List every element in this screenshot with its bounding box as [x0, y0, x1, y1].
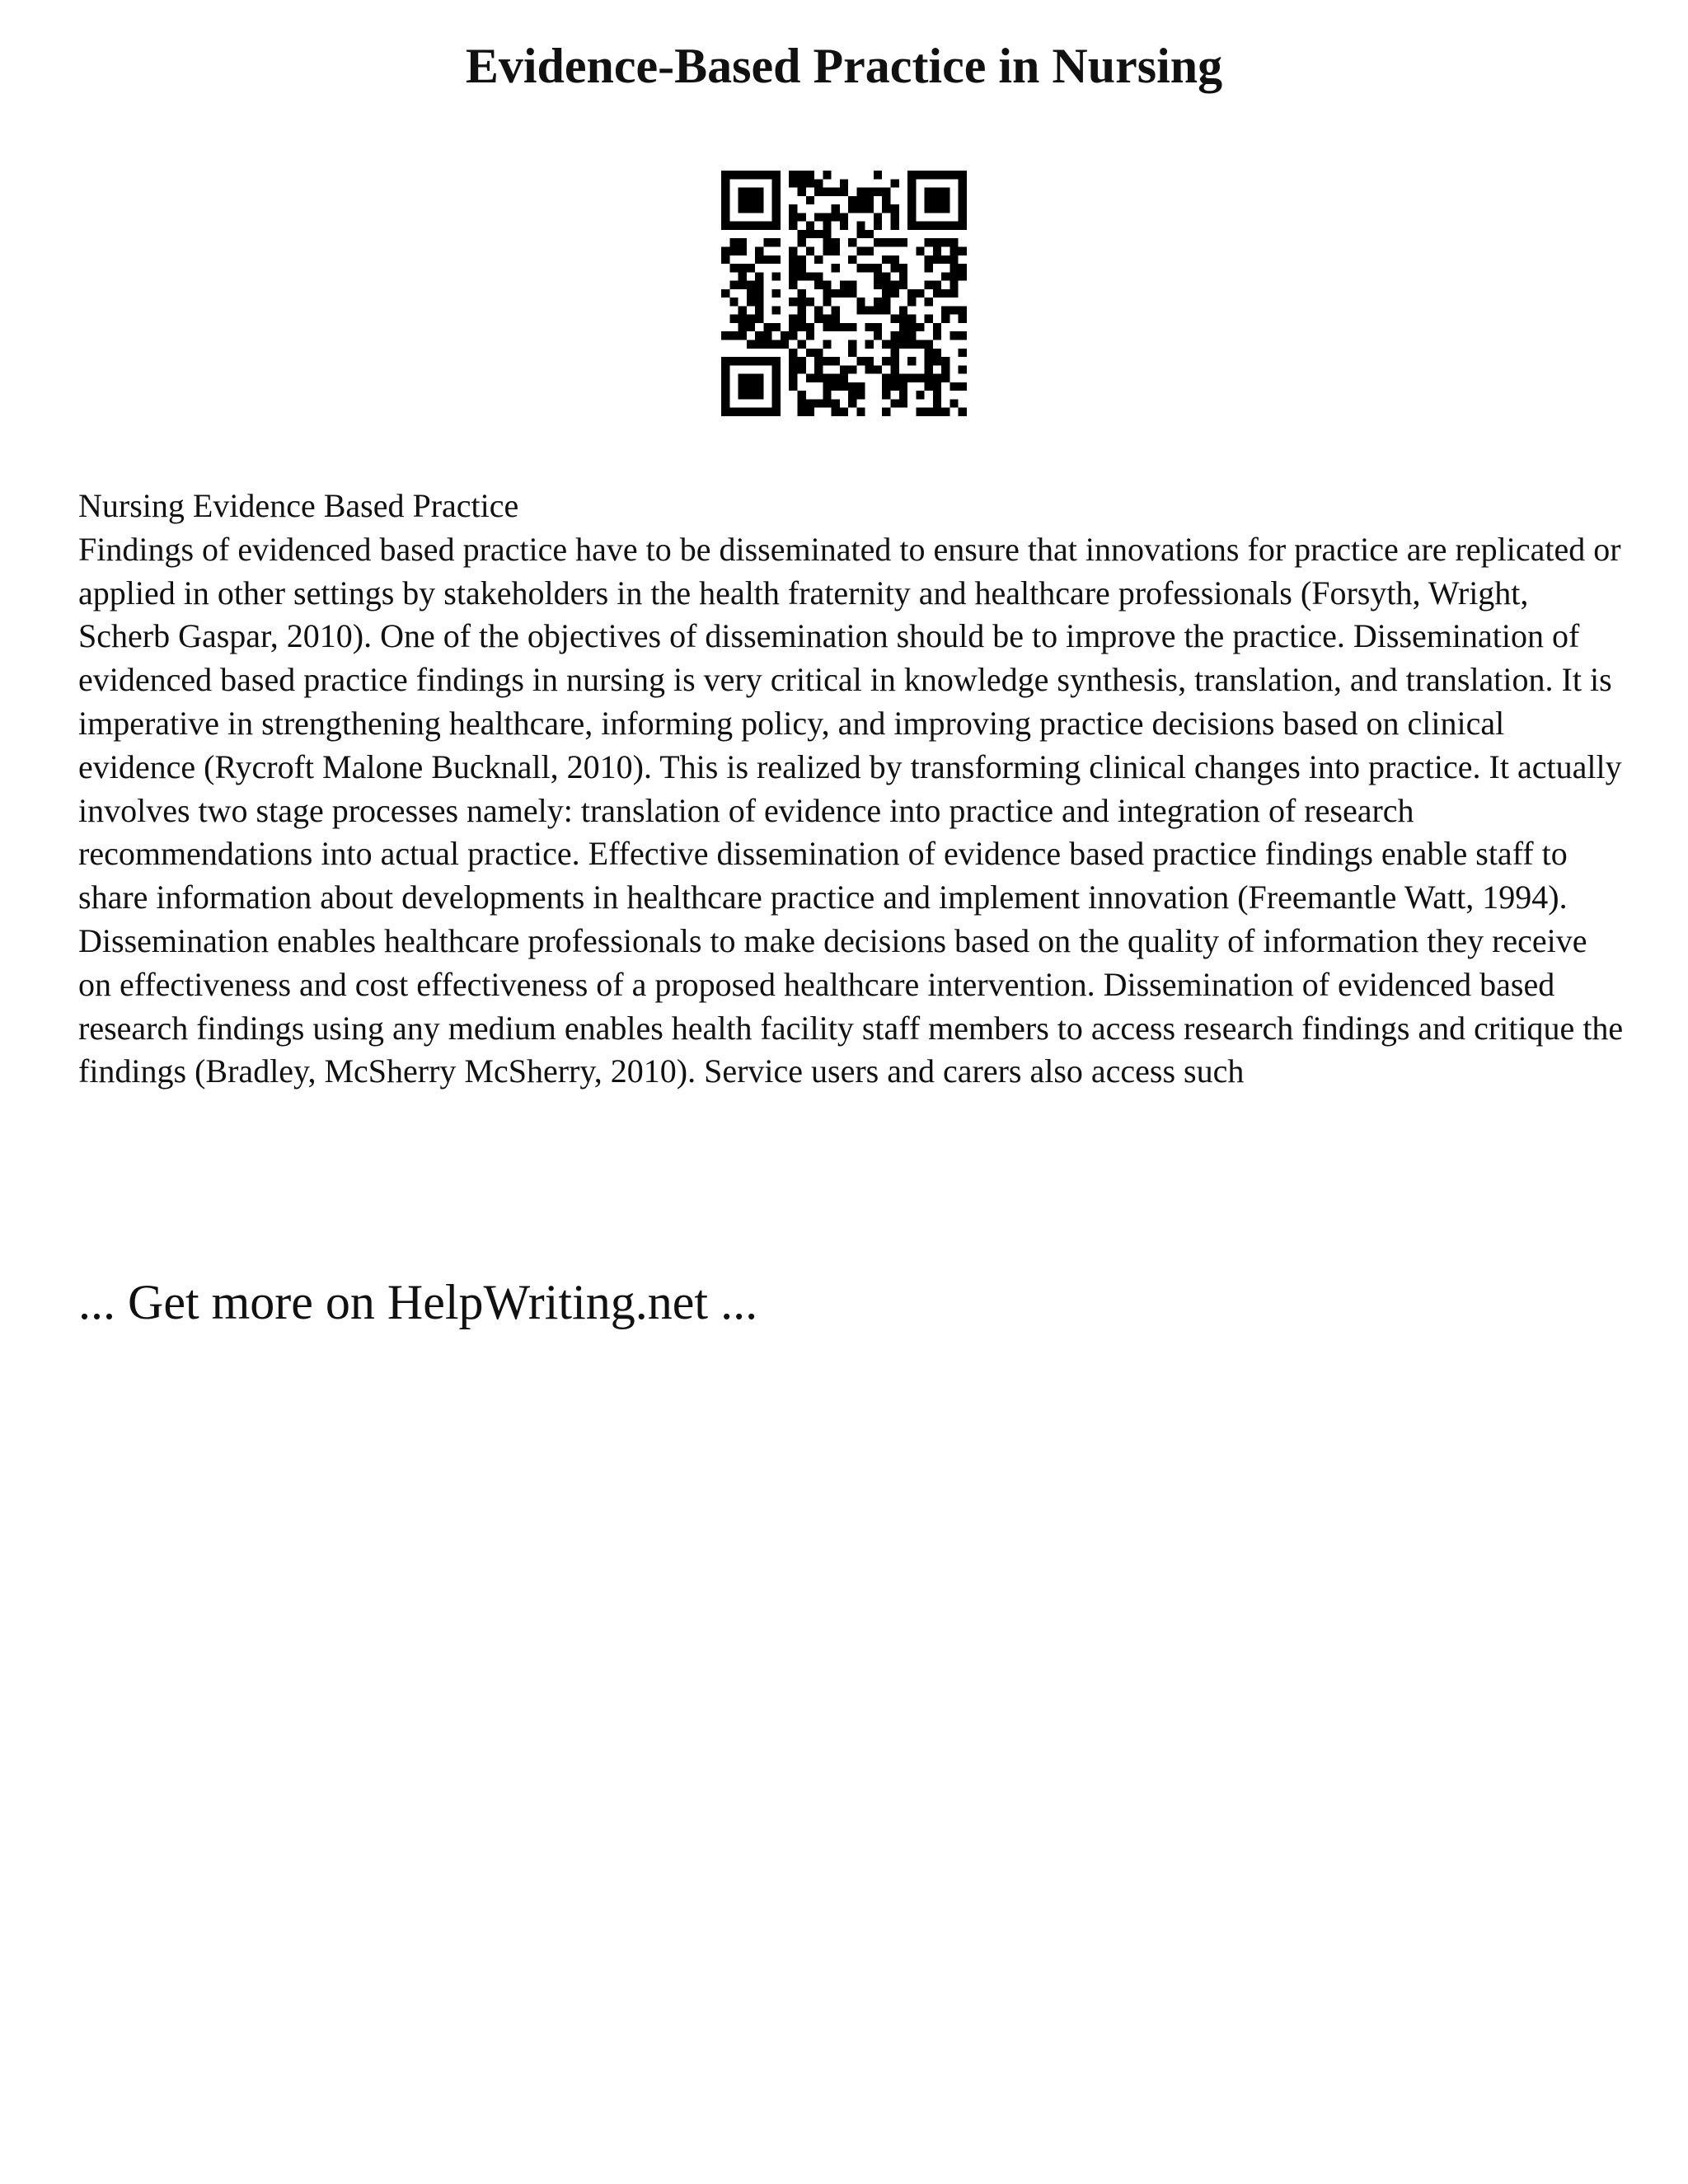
- section-subheading: Nursing Evidence Based Practice: [78, 487, 519, 524]
- get-more-link[interactable]: ... Get more on HelpWriting.net ...: [78, 1275, 758, 1329]
- body-paragraph: Findings of evidenced based practice have to be disseminated to ensure that innovations for practice are replicated or applied in other settings by stakeholders in the health fraternity and healthcare professionals (Forsyth, Wright, Scherb Gaspar, 2010). One of the objectives of dissemination should be to improve the practice. Dissemination of evidenced based practice findings in nursing is very critical in knowledge synthesis, translation, and translation. It is imperative in strengthening healthcare, informing policy, and improving practice decisions based on clinical evidence (Rycroft Malone Bucknall, 2010). This is realized by transforming clinical changes into practice. It actually involves two stage processes namely: translation of evidence into practice and integration of research recommendations into actual practice. Effective dissemination of evidence based practice findings enable staff to share information about developments in healthcare practice and implement innovation (Freemantle Watt, 1994).: [78, 530, 1622, 916]
- document-body: [78, 485, 1628, 1094]
- body-paragraph: Dissemination enables healthcare professionals to make decisions based on the quality of information they receive on effectiveness and cost effectiveness of a proposed healthcare intervention. Dissemination of evidenced based research findings using any medium enables health facility staff members to access research findings and critique the findings (Bradley, McSherry McSherry, 2010). Service users and carers also access such: [78, 921, 1624, 1090]
- document-title: Evidence-Based Practice in Nursing: [465, 39, 1223, 93]
- qr-code-icon: [721, 171, 967, 416]
